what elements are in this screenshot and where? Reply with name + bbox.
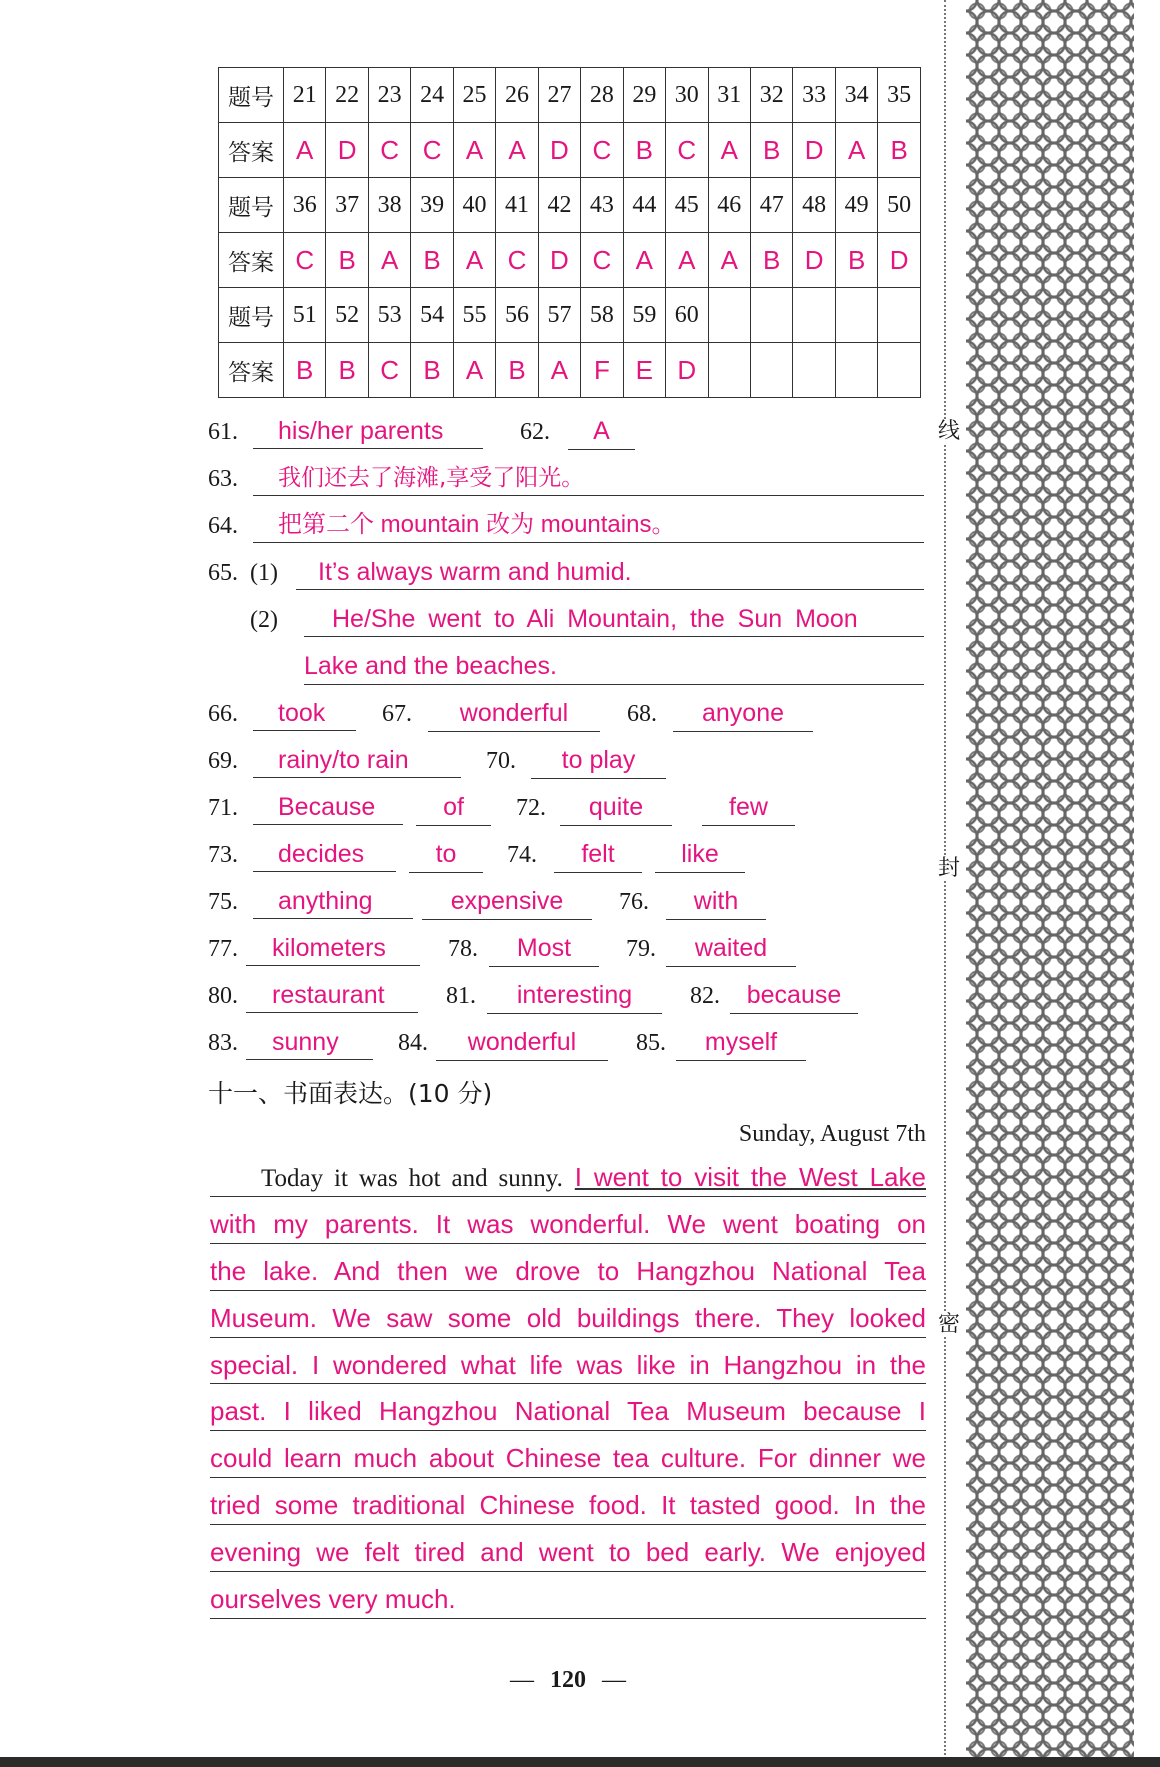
question-number: 81. — [446, 983, 476, 1009]
question-number-cell: 30 — [666, 68, 708, 123]
question-number: 80. — [208, 983, 238, 1009]
answer-blank-70: to play — [531, 745, 666, 779]
essay-line — [210, 1150, 926, 1197]
answer-cell: F — [581, 343, 623, 398]
question-number-cell: 32 — [750, 68, 792, 123]
answer-blank-76: with — [666, 886, 766, 920]
question-number-cell: 34 — [835, 68, 877, 123]
answer-cell: B — [411, 233, 453, 288]
question-number: 82. — [690, 983, 720, 1009]
answer-cell: A — [284, 123, 326, 178]
answer-cell: A — [453, 123, 495, 178]
answer-cell: A — [538, 343, 580, 398]
answer-blank-67: wonderful — [428, 698, 600, 732]
question-number: 63. — [208, 466, 238, 492]
question-number-cell: 47 — [750, 178, 792, 233]
answer-blank-63: 我们还去了海滩,享受了阳光。 — [253, 463, 924, 496]
answer-cell: C — [411, 123, 453, 178]
header-question: 题号 — [219, 178, 284, 233]
answer-blank-71b: of — [416, 792, 491, 826]
binding-char-secret: 密 — [938, 1312, 961, 1337]
question-number: 72. — [516, 795, 546, 821]
question-number-row — [219, 68, 921, 123]
answer-cell: B — [496, 343, 538, 398]
essay-date: Sunday, August 7th — [738, 1121, 926, 1147]
question-number: 69. — [208, 748, 238, 774]
answer-cell: A — [835, 123, 877, 178]
answer-cell: A — [496, 123, 538, 178]
essay-line: special. I wondered what life was like in Hangzhou in the — [210, 1338, 926, 1385]
answer-cell: A — [368, 233, 410, 288]
essay-line: tried some traditional Chinese food. It tasted good. In the — [210, 1478, 926, 1525]
answer-blank-73b: to — [409, 839, 483, 873]
question-number-cell: 45 — [666, 178, 708, 233]
binding-char-line: 线 — [938, 419, 961, 444]
answer-blank-73a: decides — [253, 839, 396, 872]
essay-line: past. I liked Hangzhou National Tea Museum because I — [210, 1384, 926, 1431]
answer-blank-74b: like — [655, 839, 745, 873]
answer-cell: A — [666, 233, 708, 288]
question-number-cell: 60 — [666, 288, 708, 343]
header-answer: 答案 — [219, 233, 284, 288]
answer-blank-72b: few — [702, 792, 795, 826]
question-number-cell: 22 — [326, 68, 368, 123]
question-number-cell: 24 — [411, 68, 453, 123]
page-dash-right: — — [602, 1667, 626, 1693]
answer-cell: B — [750, 233, 792, 288]
question-number-cell: 42 — [538, 178, 580, 233]
question-number: 76. — [619, 889, 649, 915]
question-number-cell: 58 — [581, 288, 623, 343]
essay-line: the lake. And then we drove to Hangzhou National Tea — [210, 1244, 926, 1291]
essay-body — [210, 1150, 926, 1619]
question-number-cell: 26 — [496, 68, 538, 123]
essay-line-text: I went to visit the West Lake — [574, 1162, 926, 1192]
section-title: 十一、书面表达。(10 分) — [208, 1079, 493, 1108]
answer-blank-65-2-cont: Lake and the beaches. — [304, 651, 924, 685]
answer-cell: D — [878, 233, 921, 288]
question-number-cell: 36 — [284, 178, 326, 233]
answer-cell: D — [793, 233, 835, 288]
question-number: 84. — [398, 1030, 428, 1056]
question-number: 65. — [208, 560, 238, 586]
answer-blank-74a: felt — [554, 839, 642, 873]
answer-cell: B — [284, 343, 326, 398]
question-number: 66. — [208, 701, 238, 727]
question-number-cell: 25 — [453, 68, 495, 123]
answer-blank-65-2: He/She went to Ali Mountain, the Sun Moon — [304, 604, 924, 637]
answer-cell — [708, 343, 750, 398]
essay-line: could learn much about Chinese tea culture. For dinner we — [210, 1431, 926, 1478]
answer-blank-81: interesting — [487, 980, 662, 1014]
answer-blank-77: kilometers — [246, 933, 420, 966]
question-number: 71. — [208, 795, 238, 821]
answer-row — [219, 343, 921, 398]
answer-cell: B — [411, 343, 453, 398]
answer-cell: C — [368, 343, 410, 398]
question-number-cell: 41 — [496, 178, 538, 233]
bottom-bar — [0, 1757, 1160, 1767]
answer-cell: B — [326, 233, 368, 288]
essay-line: with my parents. It was wonderful. We went boating on — [210, 1197, 926, 1244]
answer-cell — [878, 343, 921, 398]
answer-row — [219, 233, 921, 288]
sub-question-number: (1) — [250, 560, 278, 586]
essay-lead: Today it was hot and sunny. — [261, 1165, 563, 1192]
answer-cell: A — [708, 233, 750, 288]
header-question: 题号 — [219, 68, 284, 123]
question-number-cell: 49 — [835, 178, 877, 233]
question-number-cell: 38 — [368, 178, 410, 233]
answer-cell: A — [623, 233, 665, 288]
question-number-row — [219, 178, 921, 233]
answer-cell: B — [878, 123, 921, 178]
question-number: 67. — [382, 701, 412, 727]
question-number-cell — [878, 288, 921, 343]
answer-blank-69: rainy/to rain — [253, 745, 461, 778]
question-number: 68. — [627, 701, 657, 727]
question-number-cell: 28 — [581, 68, 623, 123]
question-number: 70. — [486, 748, 516, 774]
answer-blank-82: because — [730, 980, 858, 1014]
answer-blank-72a: quite — [560, 792, 672, 826]
question-number-cell: 21 — [284, 68, 326, 123]
question-number-cell — [750, 288, 792, 343]
question-number: 83. — [208, 1030, 238, 1056]
answer-blank-68: anyone — [673, 698, 813, 732]
answer-cell — [793, 343, 835, 398]
header-question: 题号 — [219, 288, 284, 343]
question-number-cell: 44 — [623, 178, 665, 233]
answer-cell: B — [326, 343, 368, 398]
question-number-cell: 51 — [284, 288, 326, 343]
question-number-cell: 39 — [411, 178, 453, 233]
answer-cell: B — [623, 123, 665, 178]
question-number: 85. — [636, 1030, 666, 1056]
question-number: 62. — [520, 419, 550, 445]
essay-line: Museum. We saw some old buildings there. They looked — [210, 1291, 926, 1338]
answer-cell: C — [368, 123, 410, 178]
binding-line — [944, 0, 964, 1767]
question-number-cell: 33 — [793, 68, 835, 123]
question-number-cell: 31 — [708, 68, 750, 123]
answer-blank-75a: anything — [253, 886, 413, 919]
page-number-value: 120 — [550, 1667, 586, 1693]
decorative-pattern — [966, 0, 1134, 1767]
answer-cell: C — [496, 233, 538, 288]
answer-cell: D — [538, 233, 580, 288]
answer-cell: C — [666, 123, 708, 178]
answer-blank-64: 把第二个 mountain 改为 mountains。 — [253, 510, 924, 543]
answer-cell: D — [666, 343, 708, 398]
question-number: 77. — [208, 936, 238, 962]
question-number-cell: 29 — [623, 68, 665, 123]
question-number-cell: 55 — [453, 288, 495, 343]
essay-line: evening we felt tired and went to bed early. We enjoyed — [210, 1525, 926, 1572]
header-answer: 答案 — [219, 123, 284, 178]
answer-row — [219, 123, 921, 178]
answer-cell: C — [581, 233, 623, 288]
answer-cell: A — [708, 123, 750, 178]
answer-cell: C — [284, 233, 326, 288]
answer-blank-66: took — [253, 698, 356, 731]
essay-line: ourselves very much. — [210, 1572, 926, 1619]
question-number-cell: 40 — [453, 178, 495, 233]
question-number: 74. — [507, 842, 537, 868]
question-number-cell: 50 — [878, 178, 921, 233]
question-number-cell: 48 — [793, 178, 835, 233]
answer-cell: D — [793, 123, 835, 178]
answer-cell — [750, 343, 792, 398]
question-number-cell — [708, 288, 750, 343]
sub-question-number: (2) — [250, 607, 278, 633]
question-number-cell: 54 — [411, 288, 453, 343]
question-number: 79. — [626, 936, 656, 962]
answer-cell: C — [581, 123, 623, 178]
binding-char-seal: 封 — [938, 856, 961, 881]
answer-blank-79: waited — [666, 933, 796, 967]
answer-cell: B — [750, 123, 792, 178]
page-dash-left: — — [510, 1667, 534, 1693]
question-number-cell — [793, 288, 835, 343]
question-number-cell: 35 — [878, 68, 921, 123]
question-number-cell: 59 — [623, 288, 665, 343]
question-number-cell: 56 — [496, 288, 538, 343]
question-number: 73. — [208, 842, 238, 868]
answer-cell: D — [326, 123, 368, 178]
answer-blank-83: sunny — [246, 1027, 373, 1060]
answer-cell: A — [453, 233, 495, 288]
question-number-cell: 43 — [581, 178, 623, 233]
answer-blank-61: his/her parents — [253, 416, 483, 449]
question-number-cell: 53 — [368, 288, 410, 343]
answer-table — [218, 67, 921, 398]
question-number: 64. — [208, 513, 238, 539]
question-number-cell: 52 — [326, 288, 368, 343]
answer-cell: E — [623, 343, 665, 398]
answer-cell — [835, 343, 877, 398]
question-number-cell: 23 — [368, 68, 410, 123]
answer-blank-80: restaurant — [246, 980, 418, 1013]
question-number-cell: 27 — [538, 68, 580, 123]
answer-blank-65-1: It’s always warm and humid. — [296, 557, 924, 590]
question-number: 78. — [448, 936, 478, 962]
answer-blank-75b: expensive — [422, 886, 592, 920]
question-number: 61. — [208, 419, 238, 445]
answer-blank-85: myself — [676, 1027, 806, 1061]
answer-blank-71a: Because — [253, 792, 403, 825]
question-number-cell — [835, 288, 877, 343]
answer-cell: A — [453, 343, 495, 398]
answer-cell: B — [835, 233, 877, 288]
question-number-cell: 37 — [326, 178, 368, 233]
answer-blank-84: wonderful — [436, 1027, 608, 1061]
question-number-row — [219, 288, 921, 343]
question-number-cell: 46 — [708, 178, 750, 233]
answer-blank-78: Most — [489, 933, 599, 967]
question-number-cell: 57 — [538, 288, 580, 343]
answer-blank-62: A — [568, 416, 635, 450]
question-number: 75. — [208, 889, 238, 915]
answer-cell: D — [538, 123, 580, 178]
header-answer: 答案 — [219, 343, 284, 398]
